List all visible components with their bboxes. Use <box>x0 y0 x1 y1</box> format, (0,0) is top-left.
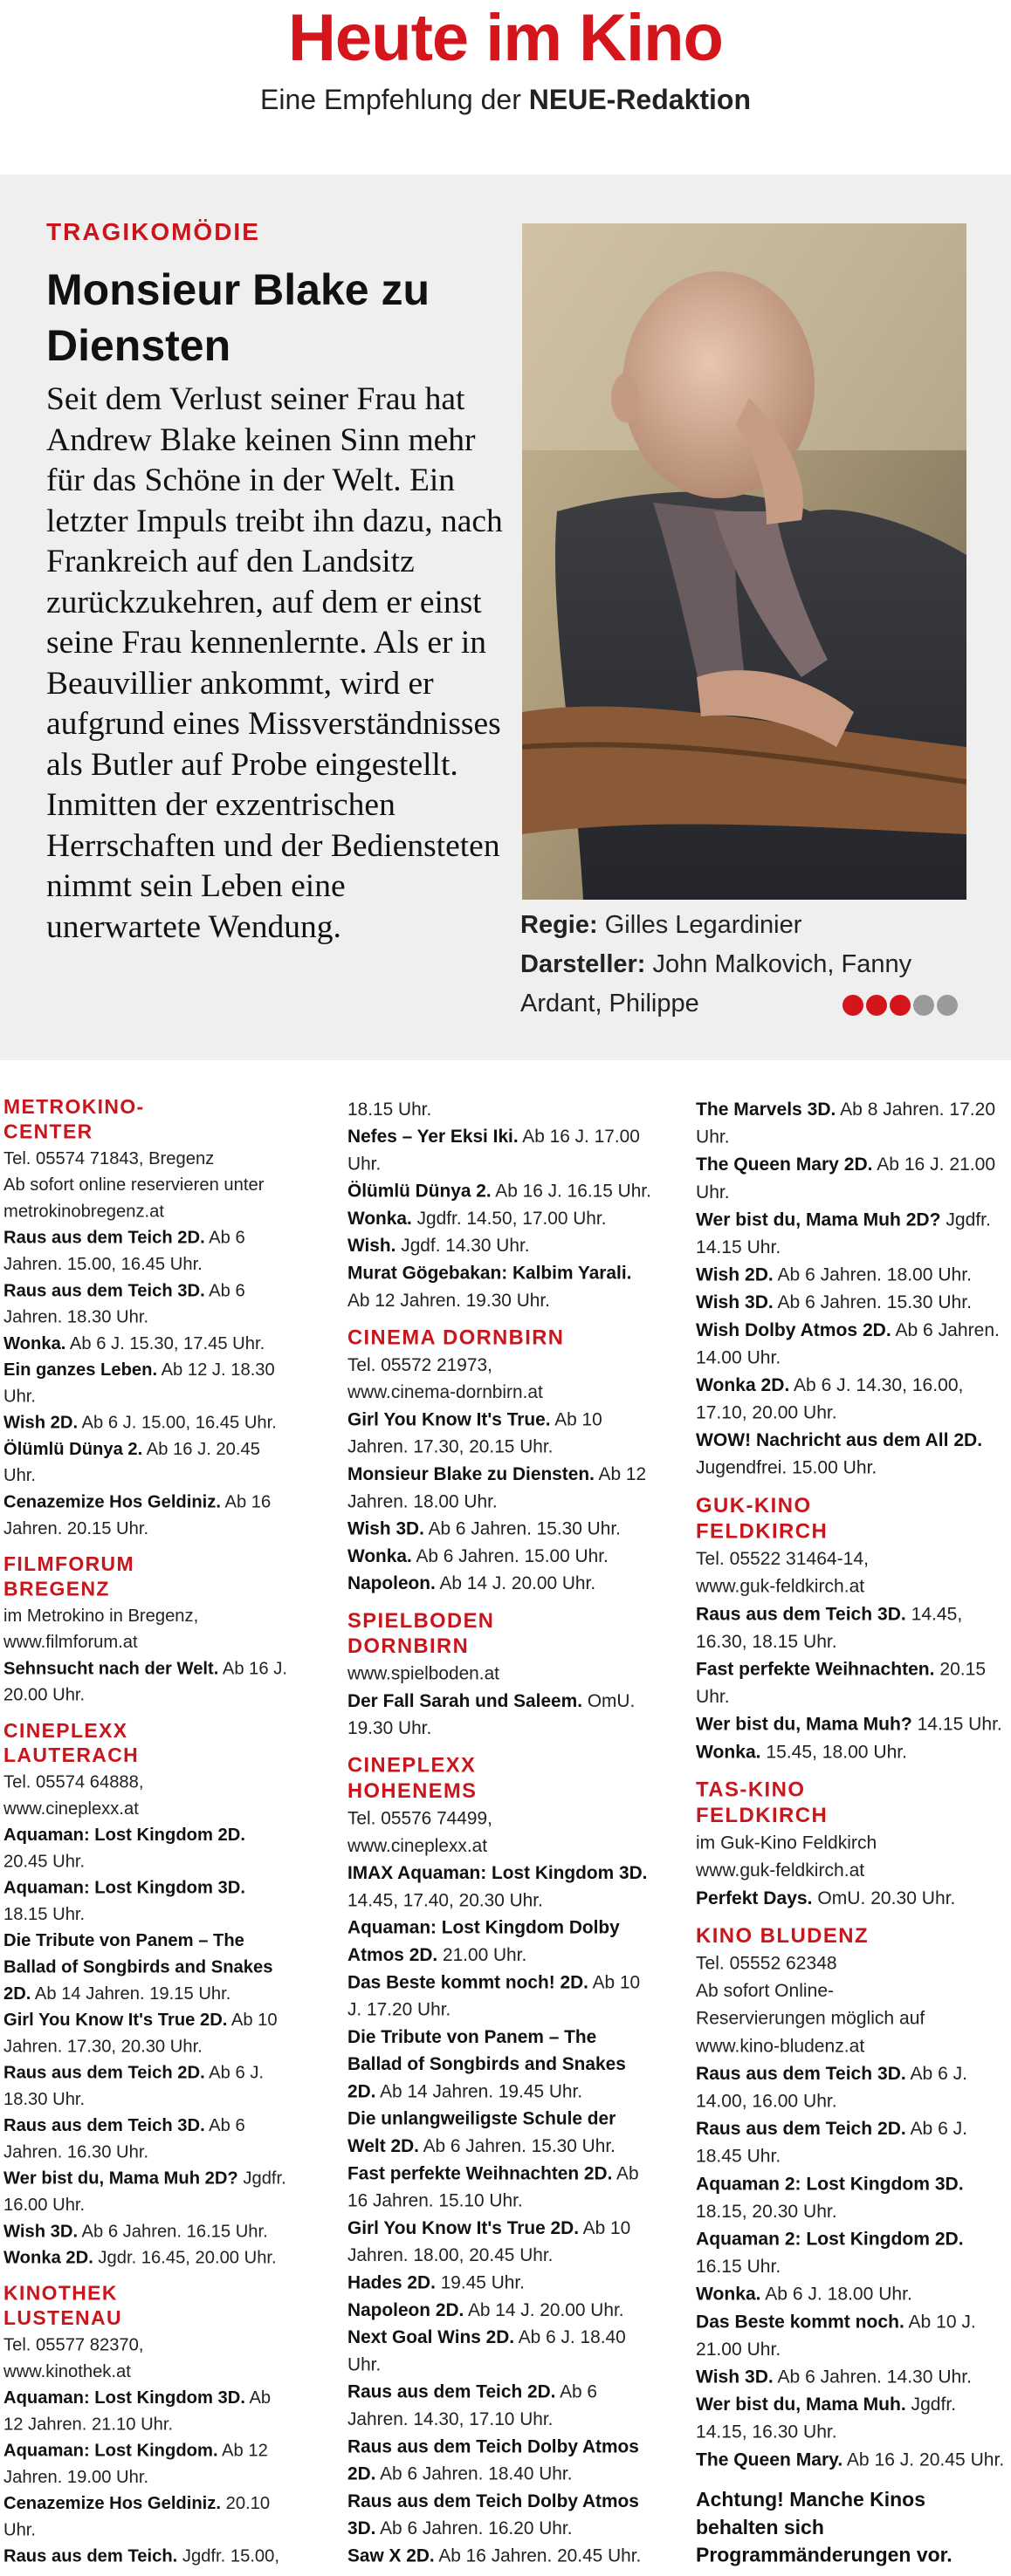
showtime-entry <box>696 1288 1005 1316</box>
film-name: Wish 3D. <box>696 1291 774 1312</box>
showtime-details: Jgdfr. 14.15 Uhr. <box>696 1209 991 1257</box>
showtime-details: Ab 16 J. 20.45 Uhr. <box>842 2449 1005 2470</box>
showtime-entry <box>3 2490 292 2543</box>
cinema-name: CINEPLEXX HOHENEMS <box>347 1753 478 1803</box>
showtime-entry <box>696 1710 1005 1738</box>
film-name: Raus aus dem Teich 3D. <box>696 1603 906 1625</box>
showtime-entry <box>3 1277 292 1330</box>
showtime-entry <box>347 2487 654 2542</box>
cinema-info-line: www.cinema-dornbirn.at <box>347 1381 543 1402</box>
showtime-details: Ab 6 J. 15.30, 17.45 Uhr. <box>65 1333 265 1353</box>
film-name: Aquaman: Lost Kingdom 2D. <box>3 1824 245 1845</box>
showtime-entry <box>347 1177 654 1204</box>
showtime-details: Ab 6 Jahren. 18.40 Uhr. <box>375 2463 573 2484</box>
showtime-details: Ab 6 Jahren. 14.30 Uhr. <box>773 2366 972 2388</box>
showtime-entry <box>696 1737 1005 1765</box>
showtime-entry <box>696 2307 1005 2362</box>
showtime-details: Ab 10 J. 17.20 Uhr. <box>347 1971 641 2020</box>
film-name: Wer bist du, Mama Muh 2D? <box>696 1209 941 1230</box>
showtime-details: Ab 6 Jahren. 16.15 Uhr. <box>78 2220 268 2241</box>
film-name: Aquaman: Lost Kingdom 3D. <box>3 2387 245 2408</box>
showtime-details: Ab 6 J. 18.30 Uhr. <box>3 2062 265 2109</box>
film-name: Wer bist du, Mama Muh? <box>696 1713 912 1735</box>
page-header <box>0 0 1011 175</box>
showtime-details: Jgdfr. 15.00, <box>177 2545 279 2566</box>
cinema-info-line: Ab sofort online reservieren unter <box>3 1174 265 1195</box>
film-name: Raus aus dem Teich 3D. <box>3 1279 205 1300</box>
showtime-details: Ab 6 J. 18.40 Uhr. <box>347 2326 626 2375</box>
showtime-details: 20.10 Uhr. <box>3 2492 271 2540</box>
film-name: Raus aus dem Teich 3D. <box>696 2062 906 2084</box>
film-genre: TRAGIKOMÖDIE <box>46 218 260 245</box>
showtime-details: Ab 6 Jahren. 18.30 Uhr. <box>3 1279 245 1327</box>
showtime-details: Ab 16 J. 17.00 Uhr. <box>347 1126 640 1175</box>
featured-film-box <box>0 175 1011 1060</box>
showtime-entry <box>696 2280 1005 2308</box>
film-name: Ölümlü Dünya 2. <box>347 1180 492 1202</box>
film-name: Aquaman: Lost Kingdom 3D. <box>3 1877 245 1898</box>
film-rating-dots <box>842 995 958 1016</box>
cast-label: Darsteller: <box>520 950 646 978</box>
film-name: Wish 3D. <box>3 2220 79 2241</box>
showtime-details: Ab 16 J. 20.00 Uhr. <box>3 1657 287 1705</box>
film-name: Aquaman 2: Lost Kingdom 3D. <box>696 2173 964 2195</box>
cinema-info-line: www.cineplexx.at <box>3 1798 139 1819</box>
showtime-entry <box>347 2269 654 2296</box>
showtime-details: Ab 14 J. 20.00 Uhr. <box>435 1572 596 1593</box>
showtime-entry <box>347 2542 654 2569</box>
film-name: Sehnsucht nach der Welt. <box>3 1657 219 1678</box>
showtime-details: Ab 12 Jahren. 19.00 Uhr. <box>3 2440 268 2487</box>
showtime-details: Ab 6 J. 14.00, 16.00 Uhr. <box>696 2062 968 2112</box>
showtime-entry <box>696 1261 1005 1289</box>
showtime-details: 14.45, 17.40, 20.30 Uhr. <box>347 1889 543 1911</box>
film-name: Ölümlü Dünya 2. <box>3 1438 143 1459</box>
film-name: Wish. <box>347 1235 396 1256</box>
cinema-info-line: im Metrokino in Bregenz, <box>3 1605 199 1626</box>
showtime-entry <box>347 2023 654 2105</box>
showtime-entry <box>347 1515 654 1542</box>
film-name: The Marvels 3D. <box>696 1098 836 1120</box>
showtime-entry <box>696 1150 1005 1205</box>
showtime-details: Ab 10 J. 21.00 Uhr. <box>696 2311 976 2360</box>
showtime-entry <box>347 1259 654 1314</box>
showtime-entry <box>347 2378 654 2433</box>
showtime-details: 14.15 Uhr. <box>911 1713 1002 1735</box>
film-name: Wonka 2D. <box>696 1374 790 1395</box>
film-name: Wer bist du, Mama Muh. <box>696 2393 906 2415</box>
showtime-entry <box>347 1687 654 1742</box>
film-name: Wonka. <box>3 1333 66 1353</box>
showtime-details: Ab 16 Jahren. 15.10 Uhr. <box>347 2162 639 2211</box>
showtime-entry <box>696 2445 1005 2473</box>
showtime-entry <box>3 1655 292 1708</box>
film-name: The Queen Mary. <box>696 2449 843 2470</box>
showtime-entry <box>696 2059 1005 2114</box>
film-name: Wish 3D. <box>347 1518 424 1539</box>
cinema-name: CINEMA DORNBIRN <box>347 1326 565 1350</box>
showtime-entry <box>347 1460 654 1515</box>
showtime-details: Ab 8 Jahren. 17.20 Uhr. <box>696 1098 996 1148</box>
showtime-entry <box>3 2543 292 2569</box>
showtime-entry <box>696 1600 1005 1655</box>
showtime-entry <box>696 2363 1005 2391</box>
film-name: Wish 2D. <box>3 1412 79 1433</box>
listing-column-1 <box>3 1095 292 2569</box>
film-name: Wonka. <box>696 1741 761 1763</box>
film-name: Monsieur Blake zu Diensten. <box>347 1463 595 1484</box>
cinema-info-line: www.filmforum.at <box>3 1631 138 1652</box>
film-name: Wish Dolby Atmos 2D. <box>696 1319 891 1340</box>
listing-column-3 <box>696 1095 1005 2569</box>
program-change-notice: Achtung! Manche Kinos behalten sich Programmänderungen vor. <box>696 2489 953 2567</box>
showtime-entry <box>3 1927 292 2006</box>
film-name: Fast perfekte Weihnachten. <box>696 1658 935 1680</box>
cinema-info-line: Tel. 05576 74499, <box>347 1807 492 1829</box>
showtime-details: Ab 6 Jahren. 14.30, 17.10 Uhr. <box>347 2381 598 2429</box>
rating-dot-empty <box>937 995 958 1016</box>
showtime-details: Ab 6 Jahren. 15.30 Uhr. <box>773 1291 972 1312</box>
cinema-info-line: www.kinothek.at <box>3 2360 131 2381</box>
showtime-entry <box>3 1330 292 1356</box>
cinema-info-line: www.kino-bludenz.at <box>696 2035 865 2057</box>
showtime-details: Ab 6 Jahren. 18.00 Uhr. <box>773 1264 972 1285</box>
cinema-info-line: Tel. 05572 21973, <box>347 1353 492 1375</box>
showtime-entry <box>3 2006 292 2059</box>
showtime-entry <box>696 2114 1005 2169</box>
cinema-info-line: Tel. 05552 62348 <box>696 1952 837 1974</box>
cast-names: John Malkovich, Fanny Ardant, Philippe <box>520 950 912 1017</box>
film-name: Perfekt Days. <box>696 1887 813 1908</box>
cinema-info-line: www.guk-feldkirch.at <box>696 1860 865 1881</box>
showtime-details: Ab 16 J. 20.45 Uhr. <box>3 1438 260 1485</box>
showtime-details: Ab 6 Jahren. 16.20 Uhr. <box>375 2518 573 2538</box>
rating-dot-filled <box>890 995 911 1016</box>
cinema-info-line: www.spielboden.at <box>347 1662 499 1684</box>
showtime-details: Ab 6 Jahren. 15.30 Uhr. <box>423 1518 621 1539</box>
showtime-details: Ab 6 J. 14.30, 16.00, 17.10, 20.00 Uhr. <box>696 1374 964 1423</box>
film-name: Wonka. <box>347 1207 412 1229</box>
cinema-info-line: Tel. 05574 71843, Bregenz <box>3 1148 215 1168</box>
showtime-details: Jgdf. 14.30 Uhr. <box>395 1235 530 1256</box>
showtime-entry <box>696 1316 1005 1371</box>
showtime-details: Ab 14 J. 20.00 Uhr. <box>464 2299 624 2320</box>
film-name: Murat Gögebakan: Kalbim Yarali. <box>347 1262 632 1284</box>
showtime-entry <box>696 1371 1005 1426</box>
showtime-entry <box>696 1095 1005 1150</box>
showtime-entry <box>3 1874 292 1928</box>
showtime-details: 15.45, 18.00 Uhr. <box>760 1741 907 1763</box>
showtime-details: Ab 16 Jahren. 20.15 Uhr. <box>3 1491 272 1538</box>
film-name: Girl You Know It's True. <box>347 1408 551 1430</box>
showtime-entry <box>3 1488 292 1541</box>
showtime-details: 19.45 Uhr. <box>435 2271 525 2293</box>
showtime-entry <box>347 1569 654 1596</box>
film-name: Die unlangweiligste Schule der Welt 2D. <box>347 2107 616 2156</box>
film-name: Raus aus dem Teich. <box>3 2545 178 2566</box>
showtime-details: Ab 10 Jahren. 18.00, 20.45 Uhr. <box>347 2216 631 2265</box>
director-line <box>520 906 974 945</box>
film-name: Die Tribute von Panem – The Ballad of Songbirds and Snakes 2D. <box>347 2025 626 2102</box>
film-still-photo <box>522 223 966 900</box>
page-subtitle <box>0 84 1011 116</box>
showtime-entry <box>347 2105 654 2160</box>
film-name: Nefes – Yer Eksi Iki. <box>347 1126 519 1147</box>
film-name: Fast perfekte Weihnachten 2D. <box>347 2162 613 2184</box>
showtime-entry <box>347 2160 654 2215</box>
showtime-details: Jgdfr. 16.00 Uhr. <box>3 2168 286 2215</box>
film-name: Raus aus dem Teich 2D. <box>347 2381 556 2402</box>
showtime-details: Ab 6 J. 18.45 Uhr. <box>696 2117 968 2167</box>
film-name: Girl You Know It's True 2D. <box>347 2216 580 2238</box>
film-title: Monsieur Blake zu Diensten <box>46 265 430 370</box>
showtime-details: Ab 14 Jahren. 19.45 Uhr. <box>375 2080 583 2102</box>
film-name: Napoleon. <box>347 1572 436 1593</box>
showtime-entry <box>347 2214 654 2269</box>
showtime-entry <box>3 1435 292 1489</box>
cinema-info-line: Tel. 05577 82370, <box>3 2334 144 2355</box>
showtime-entry <box>3 1409 292 1435</box>
cinema-name: TAS-KINO FELDKIRCH <box>696 1778 829 1827</box>
film-name: Raus aus dem Teich Dolby Atmos 2D. <box>347 2436 639 2484</box>
showtime-details: 18.15 Uhr. <box>3 1903 86 1924</box>
showtime-details: Ab 6 J. 15.00, 16.45 Uhr. <box>78 1412 277 1433</box>
film-name: Cenazemize Hos Geldiniz. <box>3 1491 221 1512</box>
film-name: Aquaman: Lost Kingdom Dolby Atmos 2D. <box>347 1916 620 1965</box>
cinema-info-line: www.guk-feldkirch.at <box>696 1575 865 1597</box>
cinema-name: CINEPLEXX LAUTERACH <box>3 1719 140 1767</box>
cinema-name: SPIELBODEN DORNBIRN <box>347 1608 495 1658</box>
cinema-info-line: www.cineplexx.at <box>347 1834 488 1856</box>
showtime-details: Ab 12 J. 18.30 Uhr. <box>3 1359 275 1406</box>
film-name: Wish 3D. <box>696 2366 774 2388</box>
showtime-details: 14.45, 16.30, 18.15 Uhr. <box>696 1603 963 1652</box>
film-name: Aquaman 2: Lost Kingdom 2D. <box>696 2228 964 2250</box>
cinema-name: KINOTHEK LUSTENAU <box>3 2282 122 2330</box>
subtitle-prefix: Eine Empfehlung der <box>260 84 521 115</box>
film-name: Ein ganzes Leben. <box>3 1359 158 1380</box>
director-label: Regie: <box>520 911 598 939</box>
showtime-details: 18.15, 20.30 Uhr. <box>696 2200 837 2222</box>
showtime-entry <box>347 2296 654 2323</box>
cinema-info-line: Ab sofort Online- <box>696 1979 835 2001</box>
showtime-entry <box>3 2244 292 2271</box>
film-name: Der Fall Sarah und Saleem. <box>347 1689 583 1711</box>
showtime-entry <box>347 1969 654 2024</box>
cinema-info-line: Tel. 05522 31464-14, <box>696 1547 869 1569</box>
showtime-details: Ab 6 Jahren. 15.30 Uhr. <box>418 2135 616 2156</box>
showtime-entry <box>3 2217 292 2244</box>
showtime-entry <box>3 2112 292 2165</box>
listing-column-2 <box>347 1095 654 2569</box>
film-name: Wonka. <box>347 1545 412 1566</box>
film-name: Napoleon 2D. <box>347 2299 464 2320</box>
cinema-name: FILMFORUM BREGENZ <box>3 1552 134 1600</box>
film-name: Raus aus dem Teich Dolby Atmos 3D. <box>347 2490 639 2538</box>
showtime-details: Ab 6 J. 18.00 Uhr. <box>760 2283 912 2305</box>
director-name: Gilles Legardinier <box>604 911 802 939</box>
showtime-entry <box>3 2165 292 2218</box>
showtime-details: OmU. 20.30 Uhr. <box>812 1887 956 1908</box>
film-name: Saw X 2D. <box>347 2545 435 2566</box>
showtime-details: Jgdr. 16.45, 20.00 Uhr. <box>93 2247 277 2268</box>
rating-dot-filled <box>866 995 887 1016</box>
showtime-details: Ab 6 Jahren. 15.00 Uhr. <box>411 1545 609 1566</box>
cinema-info-line: Tel. 05574 64888, <box>3 1771 144 1792</box>
showtime-details: Ab 10 Jahren. 17.30, 20.15 Uhr. <box>347 1408 602 1457</box>
cinema-info-line: Reservierungen möglich auf <box>696 2007 925 2029</box>
showtime-details: OmU. 19.30 Uhr. <box>347 1689 636 1738</box>
cinema-name: GUK-KINO FELDKIRCH <box>696 1493 829 1544</box>
film-name: Das Beste kommt noch. <box>696 2311 904 2333</box>
showtime-details: 21.00 Uhr. <box>437 1944 527 1965</box>
film-name: Die Tribute von Panem – The Ballad of Songbirds and Snakes 2D. <box>3 1929 273 2004</box>
subtitle-publisher: NEUE-Redaktion <box>528 84 751 115</box>
showtime-details: 20.15 Uhr. <box>696 1658 987 1707</box>
film-name: Wonka 2D. <box>3 2247 93 2268</box>
cinema-name: KINO BLUDENZ <box>696 1923 870 1948</box>
film-name: Raus aus dem Teich 2D. <box>696 2117 906 2139</box>
page-title: Heute im Kino <box>288 1 723 75</box>
film-name: Wer bist du, Mama Muh 2D? <box>3 2168 238 2189</box>
film-name: Raus aus dem Teich 2D. <box>3 2062 205 2083</box>
film-synopsis: Seit dem Verlust seiner Frau hat Andrew Blake keinen Sinn mehr für das Schöne in der Welt. Ein letzter Impuls treibt ihn dazu, nach Frankreich auf den Landsitz zurückzukehren, auf dem er einst seine Frau kennenlernte. Als er in Beauvillier ankommt, wird er aufgrund eines Missverständnisses als Butler auf Probe eingestellt. Inmitten der exzentrischen Herrschaften und der Bediensteten nimmt sein Leben eine unerwartete Wendung. <box>46 381 503 945</box>
film-name: The Queen Mary 2D. <box>696 1154 873 1175</box>
showtime-entry <box>3 2437 292 2490</box>
showtime-entry <box>696 1426 1005 1481</box>
showtime-details: Ab 16 J. 21.00 Uhr. <box>696 1154 996 1202</box>
showtime-entry <box>696 1655 1005 1710</box>
showtime-details: Ab 16 J. 16.15 Uhr. <box>491 1180 651 1202</box>
film-name: Wish 2D. <box>696 1264 774 1285</box>
cinema-name: METROKINO- CENTER <box>3 1095 145 1144</box>
film-name: Girl You Know It's True 2D. <box>3 2009 228 2030</box>
cinema-info-line: metrokinobregenz.at <box>3 1201 165 1222</box>
showtime-details: Ab 10 Jahren. 17.30, 20.30 Uhr. <box>3 2009 278 2056</box>
film-name: Raus aus dem Teich 3D. <box>3 2114 205 2135</box>
showtime-details: Ab 14 Jahren. 19.15 Uhr. <box>31 1983 231 2004</box>
showtime-details: Jgdfr. 14.50, 17.00 Uhr. <box>411 1207 607 1229</box>
showtime-entry <box>3 1224 292 1278</box>
showtime-entry <box>696 2390 1005 2445</box>
film-name: Aquaman: Lost Kingdom. <box>3 2440 218 2461</box>
showtime-details: Ab 16 Jahren. 20.45 Uhr. <box>434 2545 642 2566</box>
showtime-entry <box>3 1821 292 1874</box>
film-name: Cenazemize Hos Geldiniz. <box>3 2492 221 2513</box>
rating-dot-filled <box>842 995 863 1016</box>
showtime-entry <box>347 1406 654 1461</box>
showtime-details: Ab 6 Jahren. 15.00, 16.45 Uhr. <box>3 1227 245 1274</box>
rating-dot-empty <box>913 995 934 1016</box>
showtime-entry <box>347 2323 654 2378</box>
showtime-details: Jgdfr. 14.15, 16.30 Uhr. <box>696 2393 957 2442</box>
showtime-entry <box>347 1231 654 1258</box>
showtime-entry <box>347 1542 654 1569</box>
showtime-details: Ab 12 Jahren. 19.30 Uhr. <box>347 1289 550 1311</box>
showtime-details: Ab 12 Jahren. 21.10 Uhr. <box>3 2387 272 2434</box>
film-name: Hades 2D. <box>347 2271 436 2293</box>
film-name: Next Goal Wins 2D. <box>347 2326 515 2347</box>
showtime-details: 16.15 Uhr. <box>696 2255 781 2277</box>
cinema-info-line: 18.15 Uhr. <box>347 1098 432 1120</box>
showtime-entry <box>347 1914 654 1969</box>
showtime-details: Ab 12 Jahren. 18.00 Uhr. <box>347 1463 647 1512</box>
showtime-details: Ab 6 Jahren. 16.30 Uhr. <box>3 2114 245 2162</box>
showtime-details: Ab 6 Jahren. 14.00 Uhr. <box>696 1319 1000 1368</box>
film-name: Raus aus dem Teich 2D. <box>3 1227 205 1248</box>
showtime-entry <box>347 1204 654 1231</box>
showtime-entry <box>696 1884 1005 1912</box>
showtime-entry <box>696 1205 1005 1260</box>
showtime-entry <box>3 1356 292 1409</box>
showtime-entry <box>347 1859 654 1914</box>
film-name: WOW! Nachricht aus dem All 2D. <box>696 1428 983 1450</box>
film-name: Wonka. <box>696 2283 761 2305</box>
showtime-entry <box>3 2384 292 2437</box>
showtime-details: Jugendfrei. 15.00 Uhr. <box>696 1456 877 1478</box>
showtime-details: 20.45 Uhr. <box>3 1851 86 1871</box>
showtime-entry <box>347 2433 654 2488</box>
film-name: Das Beste kommt noch! 2D. <box>347 1971 588 1993</box>
showtime-entry <box>347 1122 654 1177</box>
showtime-entry <box>696 2169 1005 2224</box>
cinema-info-line: im Guk-Kino Feldkirch <box>696 1832 877 1853</box>
showtime-entry <box>3 2059 292 2113</box>
showtime-entry <box>696 2225 1005 2280</box>
film-name: IMAX Aquaman: Lost Kingdom 3D. <box>347 1862 648 1883</box>
